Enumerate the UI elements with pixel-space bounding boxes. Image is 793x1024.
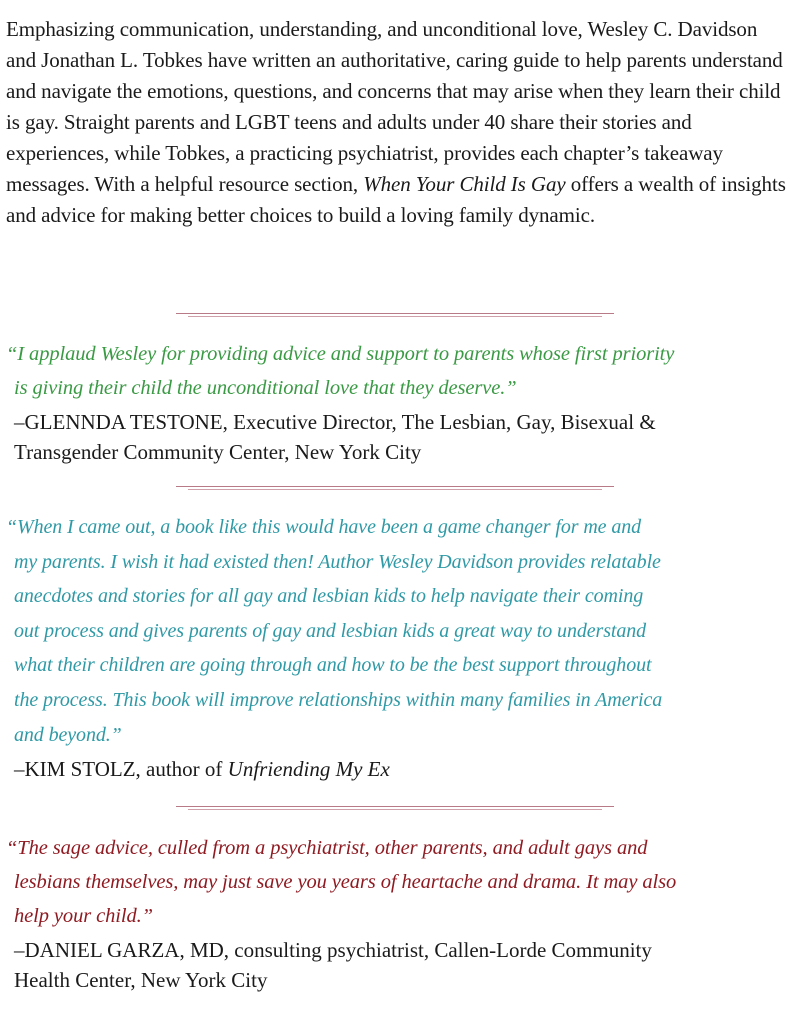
quote-line: “I applaud Wesley for providing advice and support to parents whose first priority [6,343,675,365]
quote-line: “When I came out, a book like this would have been a game changer for me and [6,516,642,538]
endorsement-attribution [6,754,791,784]
quote-line: what their children are going through and how to be the best support throughout [14,654,652,677]
book-title: When Your Child Is Gay [363,172,566,196]
endorsement-testone [6,337,791,467]
description-text-part-2: offers a wealth of insights and advice for making better choices to build a loving family dynamic. [6,172,786,227]
endorsement-quote [6,510,791,752]
quote-line: out process and gives parents of gay and lesbian kids a great way to understand [14,619,647,642]
attribution-line: Transgender Community Center, New York City [14,440,422,464]
attribution-line: Health Center, New York City [14,968,268,992]
quote-line: and beyond.” [14,723,122,746]
section-divider-1 [176,313,614,318]
attribution-text: –KIM STOLZ, author of [14,757,223,782]
attribution-line: –DANIEL GARZA, MD, consulting psychiatrist, Callen-Lorde Community [14,938,652,962]
section-divider-3 [176,806,614,811]
quote-line: lesbians themselves, may just save you years of heartache and drama. It may also [14,871,677,893]
attribution-line: –GLENNDA TESTONE, Executive Director, The Lesbian, Gay, Bisexual & [14,410,656,434]
description-text-part-1: Emphasizing communication, understanding, and unconditional love, Wesley C. Davidson and Jonathan L. Tobkes have written an authoritative, caring guide to help parents understand and navigate the emotions, questions, and concerns that may arise when they learn their child is gay. Straight parents and LGBT teens and adults under 40 share their stories and experiences, while Tobkes, a practicing psychiatrist, provides each chapter’s takeaway messages. With a helpful resource section, [6,17,783,196]
endorsement-stolz [6,510,791,784]
quote-line: anecdotes and stories for all gay and lesbian kids to help navigate their coming [14,585,644,608]
book-description [6,14,786,231]
endorsement-attribution [6,407,791,467]
quote-line: the process. This book will improve relationships within many families in America [14,688,663,711]
endorsement-quote [6,831,791,933]
quote-line: my parents. I wish it had existed then! Author Wesley Davidson provides relatable [14,550,661,573]
endorsement-attribution [6,935,791,995]
endorsement-garza [6,831,791,995]
quote-line: help your child.” [14,905,153,927]
quote-line: “The sage advice, culled from a psychiatrist, other parents, and adult gays and [6,837,648,859]
endorsement-quote [6,337,791,405]
quote-line: is giving their child the unconditional love that they deserve.” [14,377,517,399]
attribution-book-title: Unfriending My Ex [227,757,390,782]
section-divider-2 [176,486,614,491]
